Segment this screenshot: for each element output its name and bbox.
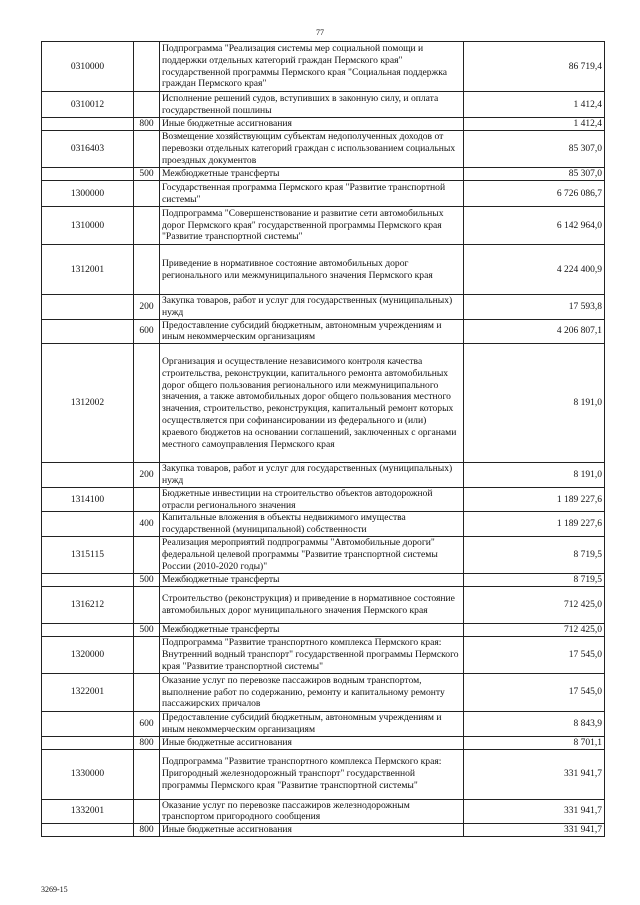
amount-cell: 8 719,5 bbox=[464, 573, 605, 586]
expense-type-cell: 800 bbox=[134, 118, 160, 131]
amount-cell: 17 545,0 bbox=[464, 673, 605, 711]
table-row bbox=[42, 711, 605, 736]
table-row bbox=[42, 749, 605, 799]
item-name-cell: Иные бюджетные ассигнования bbox=[160, 118, 464, 131]
item-name-cell: Межбюджетные трансферты bbox=[160, 623, 464, 636]
amount-cell: 4 206 807,1 bbox=[464, 319, 605, 344]
table-row bbox=[42, 42, 605, 92]
item-name-cell: Иные бюджетные ассигнования bbox=[160, 824, 464, 837]
expense-type-cell: 200 bbox=[134, 463, 160, 488]
expense-type-cell bbox=[134, 673, 160, 711]
amount-cell: 1 412,4 bbox=[464, 118, 605, 131]
item-name-cell: Предоставление субсидий бюджетным, автономным учреждениям и иным некоммерческим организациям bbox=[160, 319, 464, 344]
amount-cell: 8 191,0 bbox=[464, 344, 605, 463]
item-name-cell: Строительство (реконструкция) и приведение в нормативное состояние автомобильных дорог муниципального значения Пермского края bbox=[160, 586, 464, 623]
table-row bbox=[42, 92, 605, 118]
amount-cell: 712 425,0 bbox=[464, 623, 605, 636]
expense-type-cell bbox=[134, 344, 160, 463]
table-row bbox=[42, 319, 605, 344]
expense-type-cell bbox=[134, 131, 160, 168]
budget-code-cell bbox=[42, 736, 134, 749]
budget-code-cell bbox=[42, 623, 134, 636]
table-row bbox=[42, 536, 605, 573]
table-row bbox=[42, 245, 605, 295]
item-name-cell: Предоставление субсидий бюджетным, автономным учреждениям и иным некоммерческим организациям bbox=[160, 711, 464, 736]
table-row bbox=[42, 181, 605, 207]
budget-code-cell: 1310000 bbox=[42, 207, 134, 245]
expense-type-cell bbox=[134, 749, 160, 799]
amount-cell: 331 941,7 bbox=[464, 799, 605, 824]
table-row bbox=[42, 131, 605, 168]
item-name-cell: Межбюджетные трансферты bbox=[160, 168, 464, 181]
expense-type-cell bbox=[134, 42, 160, 92]
expense-type-cell: 800 bbox=[134, 736, 160, 749]
table-row bbox=[42, 344, 605, 463]
item-name-cell: Возмещение хозяйствующим субъектам недополученных доходов от перевозки отдельных категорий граждан с использованием социальных проездных документов bbox=[160, 131, 464, 168]
item-name-cell: Организация и осуществление независимого контроля качества строительства, реконструкции, капитального ремонта автомобильных дорог общего пользования регионального или межмуниципального значения, а также автомобильных дорог общего пользования местного значения, строительство, реконструкция, капитальный ремонт которых осуществляется при софинансировании из федерального и (или) краевого бюджетов на основании соглашений, заключенных с органами местного самоуправления Пермского края bbox=[160, 344, 464, 463]
table-row bbox=[42, 207, 605, 245]
budget-code-cell bbox=[42, 168, 134, 181]
expense-type-cell: 400 bbox=[134, 512, 160, 537]
budget-code-cell bbox=[42, 319, 134, 344]
amount-cell: 331 941,7 bbox=[464, 749, 605, 799]
amount-cell: 86 719,4 bbox=[464, 42, 605, 92]
item-name-cell: Иные бюджетные ассигнования bbox=[160, 736, 464, 749]
table-row bbox=[42, 512, 605, 537]
table-row bbox=[42, 673, 605, 711]
item-name-cell: Закупка товаров, работ и услуг для государственных (муниципальных) нужд bbox=[160, 295, 464, 320]
budget-code-cell: 1312002 bbox=[42, 344, 134, 463]
item-name-cell: Подпрограмма "Реализация системы мер социальной помощи и поддержки отдельных категорий граждан Пермского края" государственной программы Пермского края "Социальная поддержка граждан Пермского края" bbox=[160, 42, 464, 92]
expense-type-cell bbox=[134, 245, 160, 295]
amount-cell: 331 941,7 bbox=[464, 824, 605, 837]
expense-type-cell bbox=[134, 92, 160, 118]
budget-code-cell bbox=[42, 463, 134, 488]
amount-cell: 6 726 086,7 bbox=[464, 181, 605, 207]
expense-type-cell: 200 bbox=[134, 295, 160, 320]
table-row bbox=[42, 586, 605, 623]
item-name-cell: Оказание услуг по перевозке пассажиров железнодорожным транспортом пригородного сообщения bbox=[160, 799, 464, 824]
table-row bbox=[42, 463, 605, 488]
budget-code-cell bbox=[42, 824, 134, 837]
item-name-cell: Капитальные вложения в объекты недвижимого имущества государственной (муниципальной) собственности bbox=[160, 512, 464, 537]
budget-code-cell: 1320000 bbox=[42, 636, 134, 673]
amount-cell: 8 719,5 bbox=[464, 536, 605, 573]
expense-type-cell: 800 bbox=[134, 824, 160, 837]
expense-type-cell bbox=[134, 536, 160, 573]
amount-cell: 6 142 964,0 bbox=[464, 207, 605, 245]
budget-code-cell: 1314100 bbox=[42, 487, 134, 512]
budget-code-cell: 0310000 bbox=[42, 42, 134, 92]
budget-code-cell: 1300000 bbox=[42, 181, 134, 207]
expense-type-cell bbox=[134, 586, 160, 623]
budget-code-cell bbox=[42, 295, 134, 320]
expense-type-cell bbox=[134, 799, 160, 824]
budget-code-cell bbox=[42, 512, 134, 537]
expense-type-cell: 600 bbox=[134, 711, 160, 736]
item-name-cell: Реализация мероприятий подпрограммы "Автомобильные дороги" федеральной целевой программы "Развитие транспортной системы России (2010-2020 годы)" bbox=[160, 536, 464, 573]
amount-cell: 8 843,9 bbox=[464, 711, 605, 736]
budget-code-cell: 1312001 bbox=[42, 245, 134, 295]
budget-code-cell: 0316403 bbox=[42, 131, 134, 168]
table-row bbox=[42, 573, 605, 586]
budget-table-body bbox=[42, 42, 605, 837]
amount-cell: 85 307,0 bbox=[464, 168, 605, 181]
budget-code-cell: 1332001 bbox=[42, 799, 134, 824]
amount-cell: 8 191,0 bbox=[464, 463, 605, 488]
budget-table bbox=[41, 41, 605, 837]
item-name-cell: Межбюджетные трансферты bbox=[160, 573, 464, 586]
table-row bbox=[42, 799, 605, 824]
amount-cell: 1 412,4 bbox=[464, 92, 605, 118]
item-name-cell: Исполнение решений судов, вступивших в законную силу, и оплата государственной пошлины bbox=[160, 92, 464, 118]
amount-cell: 4 224 400,9 bbox=[464, 245, 605, 295]
expense-type-cell: 500 bbox=[134, 623, 160, 636]
expense-type-cell bbox=[134, 181, 160, 207]
amount-cell: 17 593,8 bbox=[464, 295, 605, 320]
expense-type-cell bbox=[134, 207, 160, 245]
table-row bbox=[42, 736, 605, 749]
expense-type-cell: 600 bbox=[134, 319, 160, 344]
item-name-cell: Государственная программа Пермского края "Развитие транспортной системы" bbox=[160, 181, 464, 207]
amount-cell: 1 189 227,6 bbox=[464, 487, 605, 512]
table-row bbox=[42, 623, 605, 636]
budget-code-cell bbox=[42, 573, 134, 586]
amount-cell: 712 425,0 bbox=[464, 586, 605, 623]
amount-cell: 17 545,0 bbox=[464, 636, 605, 673]
budget-code-cell: 1316212 bbox=[42, 586, 134, 623]
page-number: 77 bbox=[316, 28, 324, 37]
item-name-cell: Бюджетные инвестиции на строительство объектов автодорожной отрасли регионального значения bbox=[160, 487, 464, 512]
item-name-cell: Подпрограмма "Развитие транспортного комплекса Пермского края: Внутренний водный транспорт" государственной программы Пермского края "Развитие транспортной системы" bbox=[160, 636, 464, 673]
document-code: 3269-15 bbox=[41, 885, 68, 894]
table-row bbox=[42, 168, 605, 181]
table-row bbox=[42, 118, 605, 131]
table-row bbox=[42, 295, 605, 320]
expense-type-cell bbox=[134, 636, 160, 673]
item-name-cell: Подпрограмма "Развитие транспортного комплекса Пермского края: Пригородный железнодорожный транспорт" государственной программы Пермского края "Развитие транспортной системы" bbox=[160, 749, 464, 799]
item-name-cell: Приведение в нормативное состояние автомобильных дорог регионального или межмуниципального значения Пермского края bbox=[160, 245, 464, 295]
budget-code-cell: 1315115 bbox=[42, 536, 134, 573]
item-name-cell: Подпрограмма "Совершенствование и развитие сети автомобильных дорог Пермского края" государственной программы Пермского края "Развитие транспортной системы" bbox=[160, 207, 464, 245]
amount-cell: 8 701,1 bbox=[464, 736, 605, 749]
budget-code-cell: 1322001 bbox=[42, 673, 134, 711]
item-name-cell: Оказание услуг по перевозке пассажиров водным транспортом, выполнение работ по содержанию, ремонту и капитальному ремонту пассажирских причалов bbox=[160, 673, 464, 711]
item-name-cell: Закупка товаров, работ и услуг для государственных (муниципальных) нужд bbox=[160, 463, 464, 488]
budget-code-cell: 1330000 bbox=[42, 749, 134, 799]
expense-type-cell bbox=[134, 487, 160, 512]
amount-cell: 1 189 227,6 bbox=[464, 512, 605, 537]
table-row bbox=[42, 824, 605, 837]
budget-code-cell bbox=[42, 711, 134, 736]
budget-code-cell: 0310012 bbox=[42, 92, 134, 118]
budget-code-cell bbox=[42, 118, 134, 131]
expense-type-cell: 500 bbox=[134, 573, 160, 586]
table-row bbox=[42, 487, 605, 512]
expense-type-cell: 500 bbox=[134, 168, 160, 181]
table-row bbox=[42, 636, 605, 673]
amount-cell: 85 307,0 bbox=[464, 131, 605, 168]
